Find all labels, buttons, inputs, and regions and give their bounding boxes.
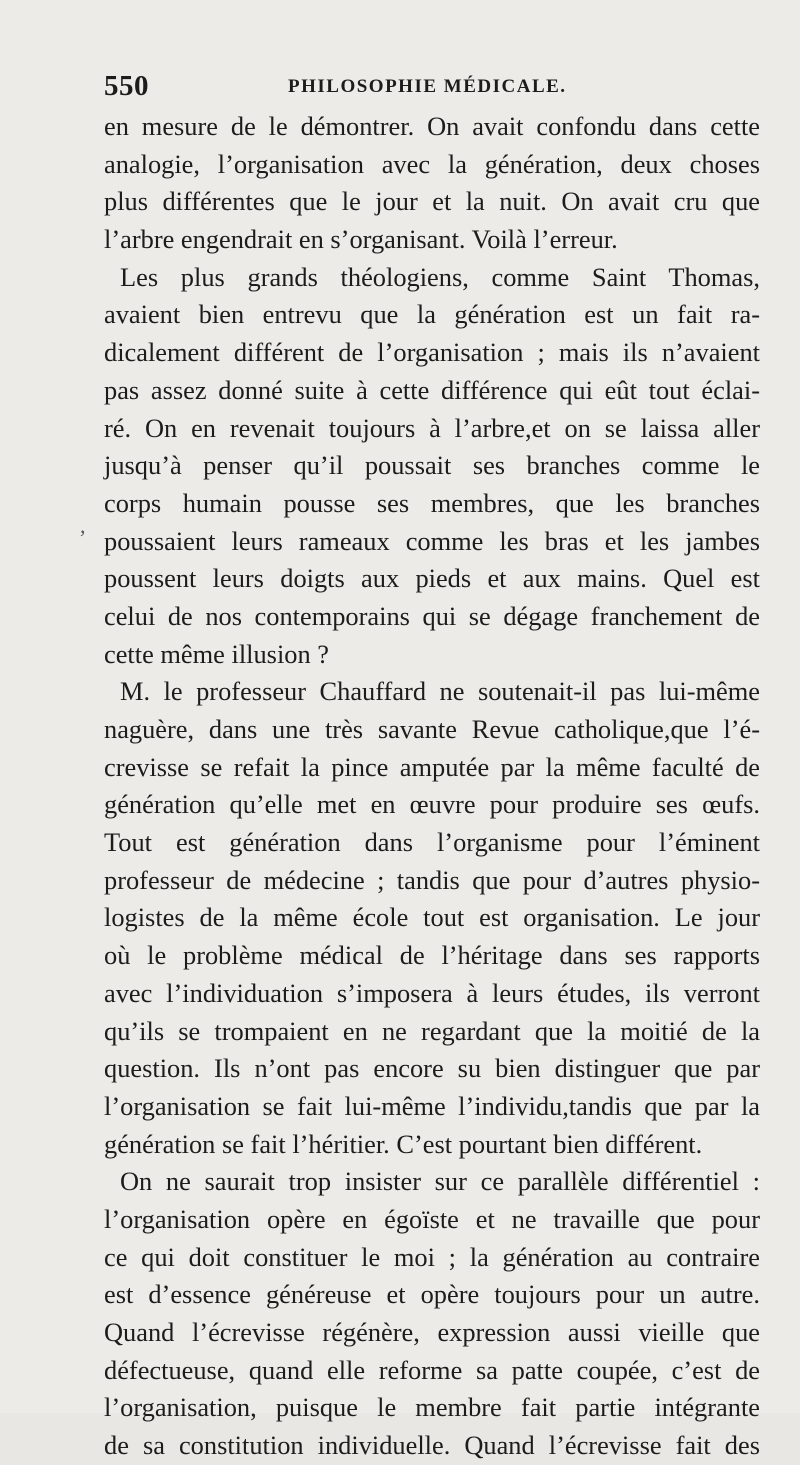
text-line: corps humain pousse ses membres, que les branches [104,487,760,518]
text-line: ré. On en revenait toujours à l’arbre,et on se laissa aller [104,412,760,443]
text-line: de sa constitution individuelle. Quand l’écrevisse fait des [104,1430,760,1461]
text-line: défectueuse, quand elle reforme sa patte coupée, c’est de [104,1354,760,1385]
text-line: crevisse se refait la pince amputée par la même faculté de [104,751,760,782]
running-title: PHILOSOPHIE MÉDICALE. [288,76,567,97]
text-line: logistes de la même école tout est organisation. Le jour [104,902,760,933]
text-line: poussent leurs doigts aux pieds et aux mains. Quel est [104,563,760,594]
text-line: avec l’individuation s’imposera à leurs études, ils verront [104,977,760,1008]
page-number: 550 [104,70,149,102]
text-line: question. Ils n’ont pas encore su bien distinguer que par [104,1053,760,1084]
text-line: génération qu’elle met en œuvre pour produire ses œufs. [104,789,760,820]
text-line: plus différentes que le jour et la nuit. On avait cru que [104,186,760,217]
text-line: cette même illusion ? [104,638,329,669]
text-line: pas assez donné suite à cette différence qui eût tout éclai- [104,374,760,405]
text-line: celui de nos contemporains qui se dégage franchement de [104,600,760,631]
text-line: avaient bien entrevu que la génération est un fait ra- [104,299,760,330]
text-line: jusqu’à penser qu’il poussait ses branches comme le [104,450,760,481]
text-line: poussaient leurs rameaux comme les bras et les jambes [104,525,760,556]
text-line: l’organisation se fait lui-même l’individu,tandis que par la [104,1090,760,1121]
text-line: Tout est génération dans l’organisme pour l’éminent [104,827,760,858]
text-line: On ne saurait trop insister sur ce parallèle différentiel : [120,1166,760,1197]
text-line: l’arbre engendrait en s’organisant. Voilà l’erreur. [104,224,618,255]
text-line: analogie, l’organisation avec la génération, deux choses [104,148,760,179]
text-line: est d’essence généreuse et opère toujours pour un autre. [104,1279,760,1310]
text-line: Les plus grands théologiens, comme Saint Thomas, [120,261,760,292]
text-line: naguère, dans une très savante Revue catholique,que l’é- [104,714,760,744]
text-line: professeur de médecine ; tandis que pour d’autres physio- [104,864,760,895]
text-line: ce qui doit constituer le moi ; la génération au contraire [104,1241,760,1272]
text-line: en mesure de le démontrer. On avait confondu dans cette [104,111,760,141]
body-text [104,108,760,1465]
text-line: dicalement différent de l’organisation ; mais ils n’avaient [104,337,760,368]
text-line: qu’ils se trompaient en ne regardant que la moitié de la [104,1015,760,1046]
text-line: l’organisation, puisque le membre fait partie intégrante [104,1392,760,1423]
text-line: Quand l’écrevisse régénère, expression aussi vieille que [104,1317,760,1347]
text-line: génération se fait l’héritier. C’est pourtant bien différent. [104,1128,703,1159]
running-head [104,66,764,106]
text-line: M. le professeur Chauffard ne soutenait-il pas lui-même [120,676,760,707]
text-line: où le problème médical de l’héritage dans ses rapports [104,940,760,971]
text-line: l’organisation opère en égoïste et ne travaille que pour [104,1203,760,1234]
margin-mark: , [80,513,86,538]
